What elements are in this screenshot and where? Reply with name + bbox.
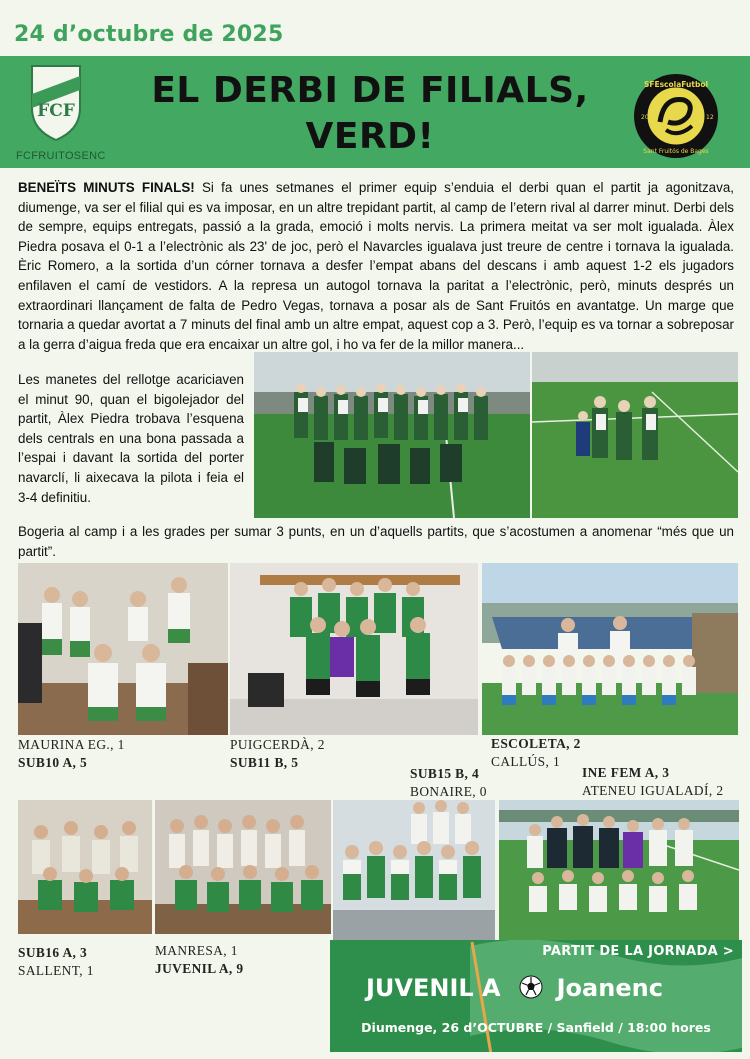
result-away: SUB10 A, 5	[18, 755, 88, 770]
club-logo-left	[16, 60, 106, 166]
result-away: SALLENT, 1	[18, 963, 94, 978]
match-teams	[366, 974, 742, 1002]
photo-sub10-team	[18, 563, 228, 735]
match-away-team: Joanenc	[556, 974, 663, 1002]
logo-bottom-text: Sant Fruitós de Bages	[643, 148, 709, 155]
result-home: INE FEM A, 3	[582, 765, 670, 780]
match-home-team: JUVENIL A	[366, 974, 501, 1002]
article-paragraph-1-text: Si fa unes setmanes el primer equip s’enduia el derbi quan el partit ja agonitzava, diumenge, va ser el filial qui es va imposar, en un altre trepidant partit, al camp de l’etern rival al darrer minut. Derbi dels de sempre, equips entregats, passió a la grada, emoció i molts nervis. La primera meitat va ser molt igualada. Àlex Piedra posava el 0-1 a l’electrònic als 23' de joc, però el Navarcles igualava just treure de centre i tornava la igualada. Èric Romero, a la sortida d’un córner tornava a desfer l’empat abans del descans i amb aquest 1-2 els jugadors enfilaven el camí de vestidors. A la represa un autogol tornava la paritat a l’electrònic, però, minuts després un extraordinari llançament de falta de Pedro Vegas, tornava a posar als de Sant Fruitós en avantatge. Un marge que tornaria a quedar avortat a 7 minuts del final amb un altre empat, aquest cop a 3. Però, l’equip es va tornar a sobreposar a la gerra d’aigua freda que era encaixar un altre gol, i ho va fer de la millor manera...	[18, 180, 734, 352]
result-home: ESCOLETA, 2	[491, 736, 581, 751]
title-banner	[0, 56, 750, 168]
photo-ine-fem-team	[499, 800, 739, 940]
club-shield-icon	[26, 60, 86, 142]
soccer-ball-icon	[519, 975, 543, 999]
result-home: SUB16 A, 3	[18, 945, 88, 960]
escola-futbol-logo	[632, 72, 720, 160]
article-title	[110, 68, 630, 160]
result-puigcerda	[230, 736, 325, 772]
result-home: MAURINA EG., 1	[18, 737, 125, 752]
result-away: ATENEU IGUALADÍ, 2	[582, 783, 724, 798]
photo-sub15b-team	[333, 800, 495, 940]
article-paragraph-2: Les manetes del rellotge acariciaven el minut 90, quan el bigolejador del partit, Àlex Piedra trobava l’esquena dels centrals en una bona passada a l’espai i davant la sortida del porter navarclí, li aixecava la pilota i feia el 3-4 definitiu.	[18, 372, 244, 505]
club-shield-letters: FCF	[37, 101, 75, 121]
result-home: SUB15 B, 4	[410, 766, 480, 781]
result-away: BONAIRE, 0	[410, 784, 487, 799]
photo-juvenil-celebration	[155, 800, 331, 934]
result-away: SUB11 B, 5	[230, 755, 299, 770]
match-heading: PARTIT DE LA JORNADA >	[542, 944, 734, 959]
result-home: MANRESA, 1	[155, 943, 238, 958]
logo-year-right: 12	[706, 114, 714, 121]
title-line-1: EL DERBI DE FILIALS,	[151, 70, 589, 111]
photo-goal-celebration	[532, 352, 738, 518]
result-maurina	[18, 736, 125, 772]
article-paragraph-3: Bogeria al camp i a les grades per sumar 3 punts, en un d’aquells partits, que s’acostumen a anomenar “més que un partit”.	[18, 524, 734, 559]
issue-date: 24 d’octubre de 2025	[14, 22, 284, 47]
photo-sub16-team	[18, 800, 152, 934]
result-home: PUIGCERDÀ, 2	[230, 737, 325, 752]
match-of-the-day	[330, 940, 742, 1052]
logo-year-left: 20	[641, 114, 649, 121]
match-info: Diumenge, 26 d’OCTUBRE / Sanfield / 18:00 hores	[361, 1020, 711, 1035]
result-away: CALLÚS, 1	[491, 754, 561, 769]
result-manresa	[155, 942, 244, 978]
photo-team-celebration	[254, 352, 530, 518]
article-lead: BENEÏTS MINUTS FINALS!	[18, 180, 195, 195]
result-sub15b	[410, 765, 487, 801]
title-line-2: VERD!	[305, 116, 435, 157]
result-sub16a	[18, 944, 94, 980]
result-ine-fem	[582, 764, 723, 800]
club-name: FCFRUITOSENC	[16, 150, 106, 162]
result-away: JUVENIL A, 9	[155, 961, 244, 976]
article-paragraph-1	[18, 178, 734, 354]
photo-escoleta-team	[482, 563, 738, 735]
logo-top-text: SFEscolaFutbol	[643, 80, 709, 89]
result-escoleta	[491, 735, 581, 771]
photo-sub11-team	[230, 563, 478, 735]
